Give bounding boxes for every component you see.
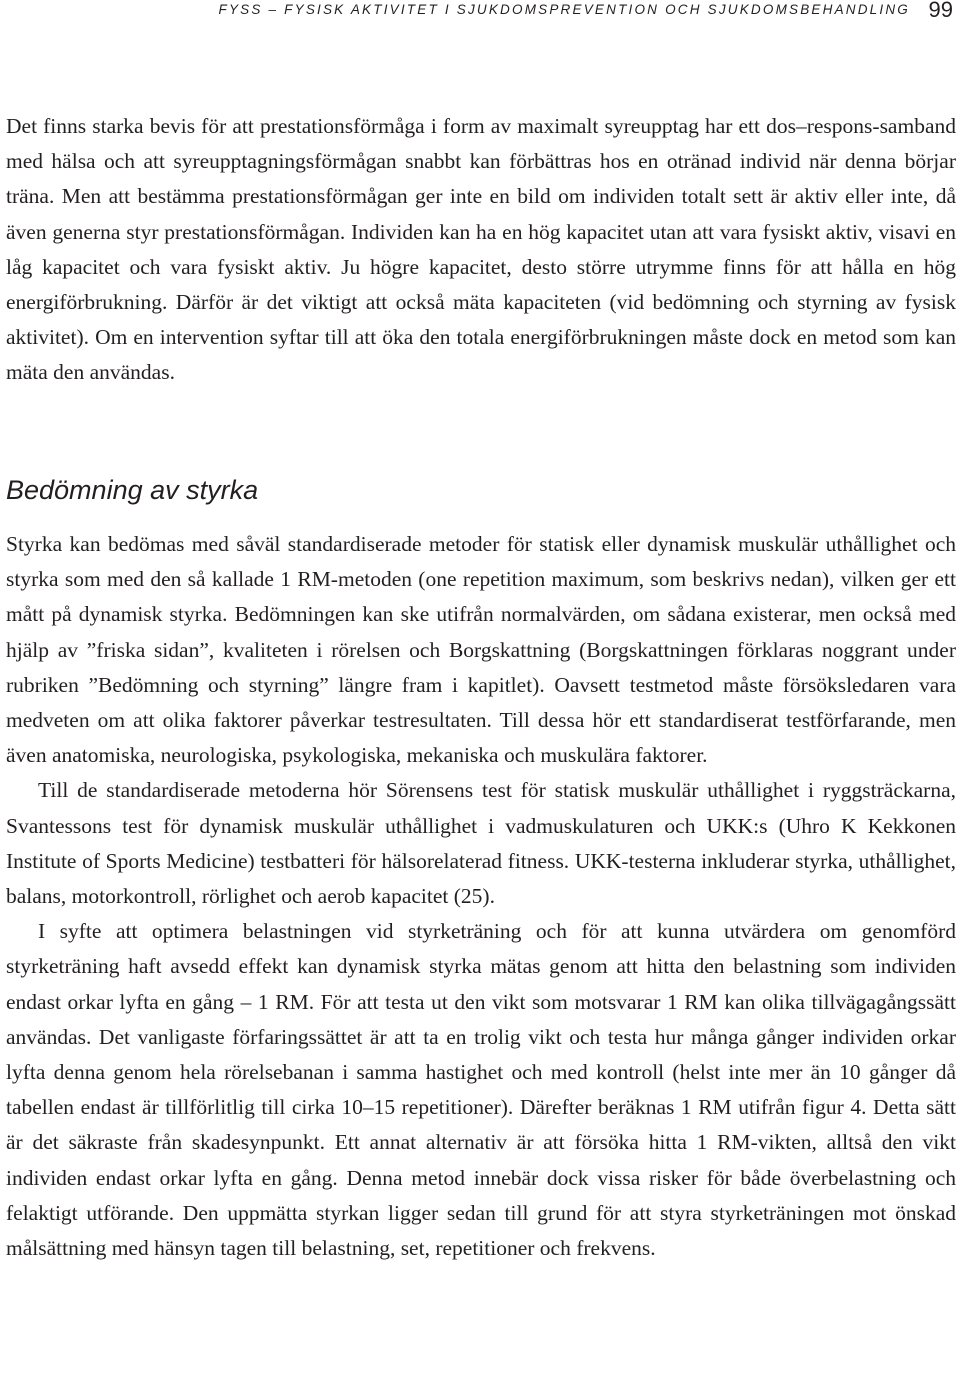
section-paragraph-1: Styrka kan bedömas med såväl standardiserade metoder för statisk eller dynamisk muskulär uthållighet och styrka som med den så kallade 1 RM-metoden (one repetition maximum, som beskrivs nedan), vilken ger ett mått på dynamisk styrka. Bedömningen kan ske utifrån normalvärden, om sådana existerar, men också med hjälp av ”friska sidan”, kvaliteten i rörelsen och Borgskattning (Borgskattningen förklaras noggrant under rubriken ”Bedömning och styrning” längre fram i kapitlet). Oavsett testmetod måste försöksledaren vara medveten om att olika faktorer påverkar testresultaten. Till dessa hör ett standardiserat testförfarande, men även anatomiska, neurologiska, psykologiska, mekaniska och muskulära faktorer. bbox=[6, 532, 956, 768]
page-number: 99 bbox=[928, 0, 953, 22]
running-title: FYSS – FYSISK AKTIVITET I SJUKDOMSPREVENTION OCH SJUKDOMSBEHANDLING bbox=[218, 2, 910, 17]
section-body bbox=[6, 527, 956, 1266]
running-head bbox=[0, 0, 960, 28]
section-paragraph-3: I syfte att optimera belastningen vid styrketräning och för att kunna utvärdera om genomförd styrketräning haft avsedd effekt kan dynamisk styrka mätas genom att hitta den belastning som individen endast orkar lyfta en gång – 1 RM. För att testa ut den vikt som motsvarar 1 RM kan olika tillvägagångssätt användas. Det vanligaste förfaringssättet är att ta en trolig vikt och testa hur många gånger individen orkar lyfta denna genom hela rörelsebanan i samma hastighet och med kontroll (helst inte mer än 10 gånger då tabellen endast är tillförlitlig till cirka 10–15 repetitioner). Därefter beräknas 1 RM utifrån figur 4. Detta sätt är det säkraste från skadesynpunkt. Ett annat alternativ är att försöka hitta 1 RM-vikten, alltså den vikt individen endast orkar lyfta en gång. Denna metod innebär dock vissa risker för både överbelastning och felaktigt utförande. Den uppmätta styrkan ligger sedan till grund för att styra styrketräningen mot önskad målsättning med hänsyn tagen till belastning, set, repetitioner och frekvens. bbox=[6, 919, 956, 1261]
section-paragraph-2: Till de standardiserade metoderna hör Sörensens test för statisk muskulär uthållighet i ryggsträckarna, Svantessons test för dynamisk muskulär uthållighet i vadmuskulaturen och UKK:s (Uhro K Kekkonen Institute of Sports Medicine) testbatteri för hälsorelaterad fitness. UKK-testerna inkluderar styrka, uthållighet, balans, motorkontroll, rörlighet och aerob kapacitet (25). bbox=[6, 778, 956, 909]
intro-paragraph: Det finns starka bevis för att prestationsförmåga i form av maximalt syreupptag har ett dos–respons-samband med hälsa och att syreupptagningsförmågan snabbt kan förbättras hos en otränad individ när denna börjar träna. Men att bestämma prestationsförmågan ger inte en bild om individen totalt sett är aktiv eller inte, då även generna styr prestationsförmågan. Individen kan ha en hög kapacitet utan att vara fysiskt aktiv, visavi en låg kapacitet och vara fysiskt aktiv. Ju högre kapacitet, desto större utrymme finns för att hålla en hög energiförbrukning. Därför är det viktigt att också mäta kapaciteten (vid bedömning och styrning av fysisk aktivitet). Om en intervention syftar till att öka den totala energiförbrukningen måste dock en metod som kan mäta den användas. bbox=[6, 114, 956, 385]
section-heading: Bedömning av styrka bbox=[6, 475, 259, 505]
